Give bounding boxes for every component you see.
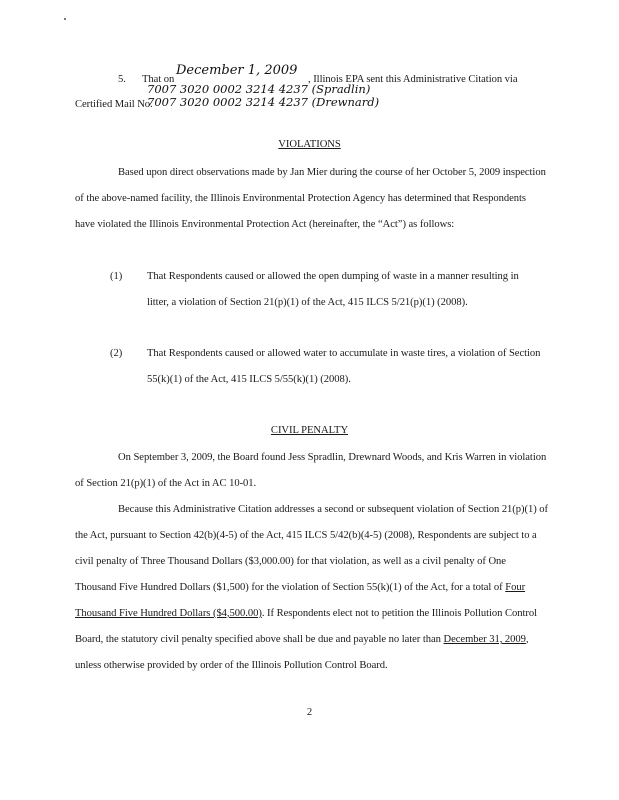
paragraph-5-number: 5. (118, 74, 126, 85)
civil-para-2-line-6-text: Board, the statutory civil penalty specified above shall be due and payable no later than (75, 634, 444, 645)
civil-para-2-line-1: Because this Administrative Citation addresses a second or subsequent violation of Section 21(p)(1) of (118, 504, 549, 515)
paragraph-5-lead: That on (142, 74, 175, 85)
civil-para-2-line-4 (75, 581, 525, 594)
certified-mail-label: Certified Mail No. (75, 99, 153, 110)
violation-2-number: (2) (110, 348, 123, 359)
total-amount-words-end: Thousand Five Hundred Dollars ($4,500.00) (75, 608, 262, 619)
violation-2-line-2: 55(k)(1) of the Act, 415 ILCS 5/55(k)(1) (2008). (147, 374, 351, 385)
civil-para-2-line-7: unless otherwise provided by order of the Illinois Pollution Control Board. (75, 660, 388, 671)
civil-penalty-heading: CIVIL PENALTY (270, 425, 349, 436)
paragraph-5-text: , Illinois EPA sent this Administrative Citation via (308, 74, 518, 85)
violation-2-line-1: That Respondents caused or allowed water to accumulate in waste tires, a violation of Section (147, 348, 541, 359)
total-amount-words-start: Four (505, 582, 526, 593)
civil-para-2-line-5-text: . If Respondents elect not to petition the Illinois Pollution Control (261, 608, 538, 619)
civil-para-2-line-5 (75, 607, 537, 620)
violations-heading: VIOLATIONS (278, 139, 341, 150)
violation-1-number: (1) (110, 271, 123, 282)
due-date: December 31, 2009 (443, 634, 526, 645)
civil-para-1-line-2: of Section 21(p)(1) of the Act in AC 10-01. (75, 478, 257, 489)
civil-para-2-line-2: the Act, pursuant to Section 42(b)(4-5) of the Act, 415 ILCS 5/42(b)(4-5) (2008), Respondents are subject to a (75, 530, 537, 541)
page-number: 2 (306, 707, 313, 718)
civil-para-2-line-6 (75, 633, 529, 646)
violations-intro-line-2: of the above-named facility, the Illinois Environmental Protection Agency has determined that Respondents (75, 193, 526, 204)
violation-1-line-2: litter, a violation of Section 21(p)(1) of the Act, 415 ILCS 5/21(p)(1) (2008). (147, 297, 468, 308)
violations-intro-line-1: Based upon direct observations made by Jan Mier during the course of her October 5, 2009 inspection (118, 167, 546, 178)
handwritten-mail-number-2: 7007 3020 0002 3214 4237 (Drewnard) (147, 95, 380, 109)
civil-para-2-line-4-text: Thousand Five Hundred Dollars ($1,500) for the violation of Section 55(k)(1) of the Act, for a total of (75, 582, 506, 593)
handwritten-mail-number-1: 7007 3020 0002 3214 4237 (Spradlin) (147, 82, 371, 96)
civil-para-2-line-6-comma: , (525, 634, 529, 645)
violations-intro-line-3: have violated the Illinois Environmental Protection Act (hereinafter, the “Act”) as follows: (75, 219, 455, 230)
handwritten-date: December 1, 2009 (176, 63, 298, 78)
scan-speck (64, 18, 66, 20)
civil-para-2-line-3: civil penalty of Three Thousand Dollars ($3,000.00) for that violation, as well as a civil penalty of One (75, 556, 506, 567)
civil-para-1-line-1: On September 3, 2009, the Board found Jess Spradlin, Drewnard Woods, and Kris Warren in violation (118, 452, 547, 463)
violation-1-line-1: That Respondents caused or allowed the open dumping of waste in a manner resulting in (147, 271, 519, 282)
